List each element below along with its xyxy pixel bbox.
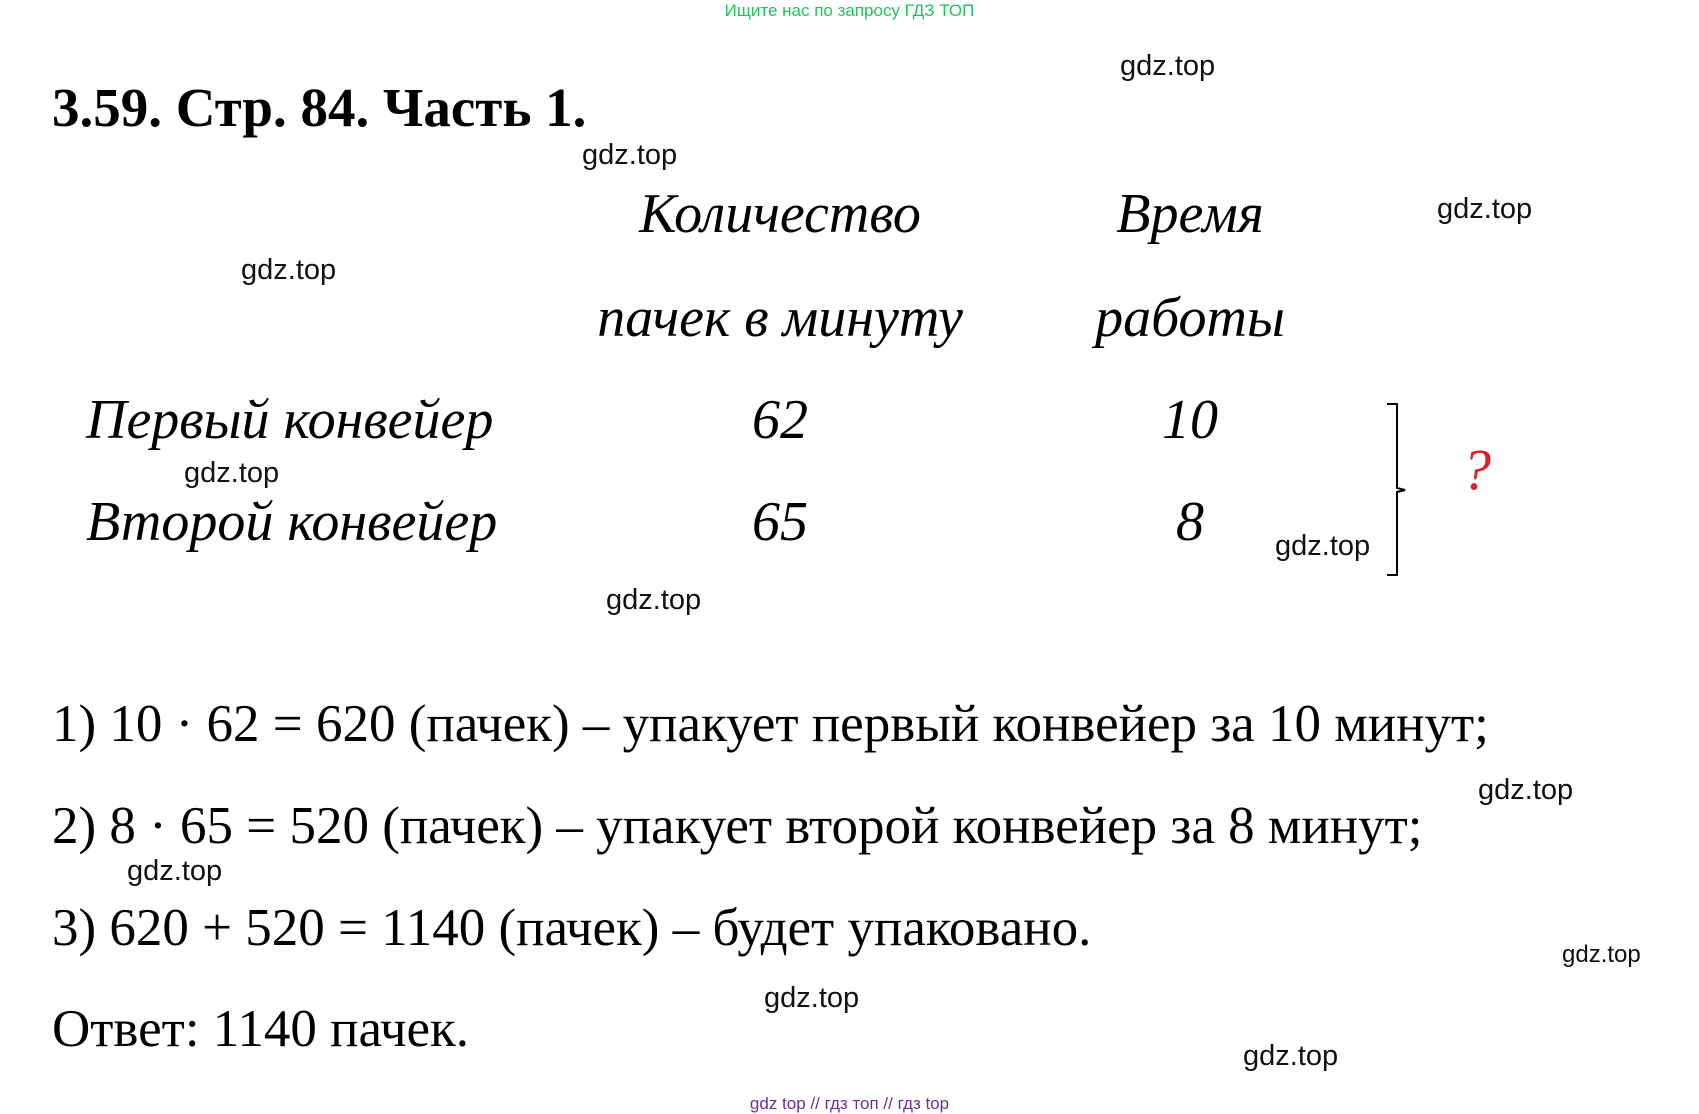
watermark: gdz.top xyxy=(1562,941,1641,968)
watermark: gdz.top xyxy=(606,584,702,616)
row-label-first: Первый конвейер xyxy=(86,389,494,451)
header-time-line1: Время xyxy=(1116,183,1264,245)
solution-step-1: 1) 10 · 62 = 620 (пачек) – упакует первый конвейер за 10 минут; xyxy=(52,695,1489,753)
watermark: gdz.top xyxy=(1275,530,1371,562)
row-first-qty: 62 xyxy=(752,389,808,451)
watermark: gdz.top xyxy=(1243,1040,1339,1072)
header-quantity-line2: пачек в минуту xyxy=(597,287,963,349)
search-banner: Ищите нас по запросу ГДЗ ТОП xyxy=(724,1,975,20)
watermark: gdz.top xyxy=(1120,50,1216,82)
page-title: 3.59. Стр. 84. Часть 1. xyxy=(52,77,587,138)
row-second-qty: 65 xyxy=(752,491,808,553)
solution-step-2: 2) 8 · 65 = 520 (пачек) – упакует второй конвейер за 8 минут; xyxy=(52,797,1423,855)
header-quantity-line1: Количество xyxy=(639,183,921,245)
solution-step-3: 3) 620 + 520 = 1140 (пачек) – будет упаковано. xyxy=(52,899,1092,957)
answer-line: Ответ: 1140 пачек. xyxy=(52,1000,470,1058)
watermark: gdz.top xyxy=(1478,774,1574,806)
row-label-second: Второй конвейер xyxy=(86,491,498,553)
watermark: gdz.top xyxy=(582,139,678,171)
watermark: gdz.top xyxy=(1437,193,1533,225)
watermark: gdz.top xyxy=(241,254,337,286)
curly-bracket-icon xyxy=(1385,400,1415,580)
watermark: gdz.top xyxy=(127,855,223,887)
watermark: gdz.top xyxy=(764,982,860,1014)
row-first-time: 10 xyxy=(1162,389,1218,451)
question-mark: ? xyxy=(1462,437,1491,502)
footer-links: gdz top // гдз топ // гдз top xyxy=(749,1094,950,1113)
header-time-line2: работы xyxy=(1095,287,1285,349)
row-second-time: 8 xyxy=(1176,491,1204,553)
watermark: gdz.top xyxy=(184,457,280,489)
